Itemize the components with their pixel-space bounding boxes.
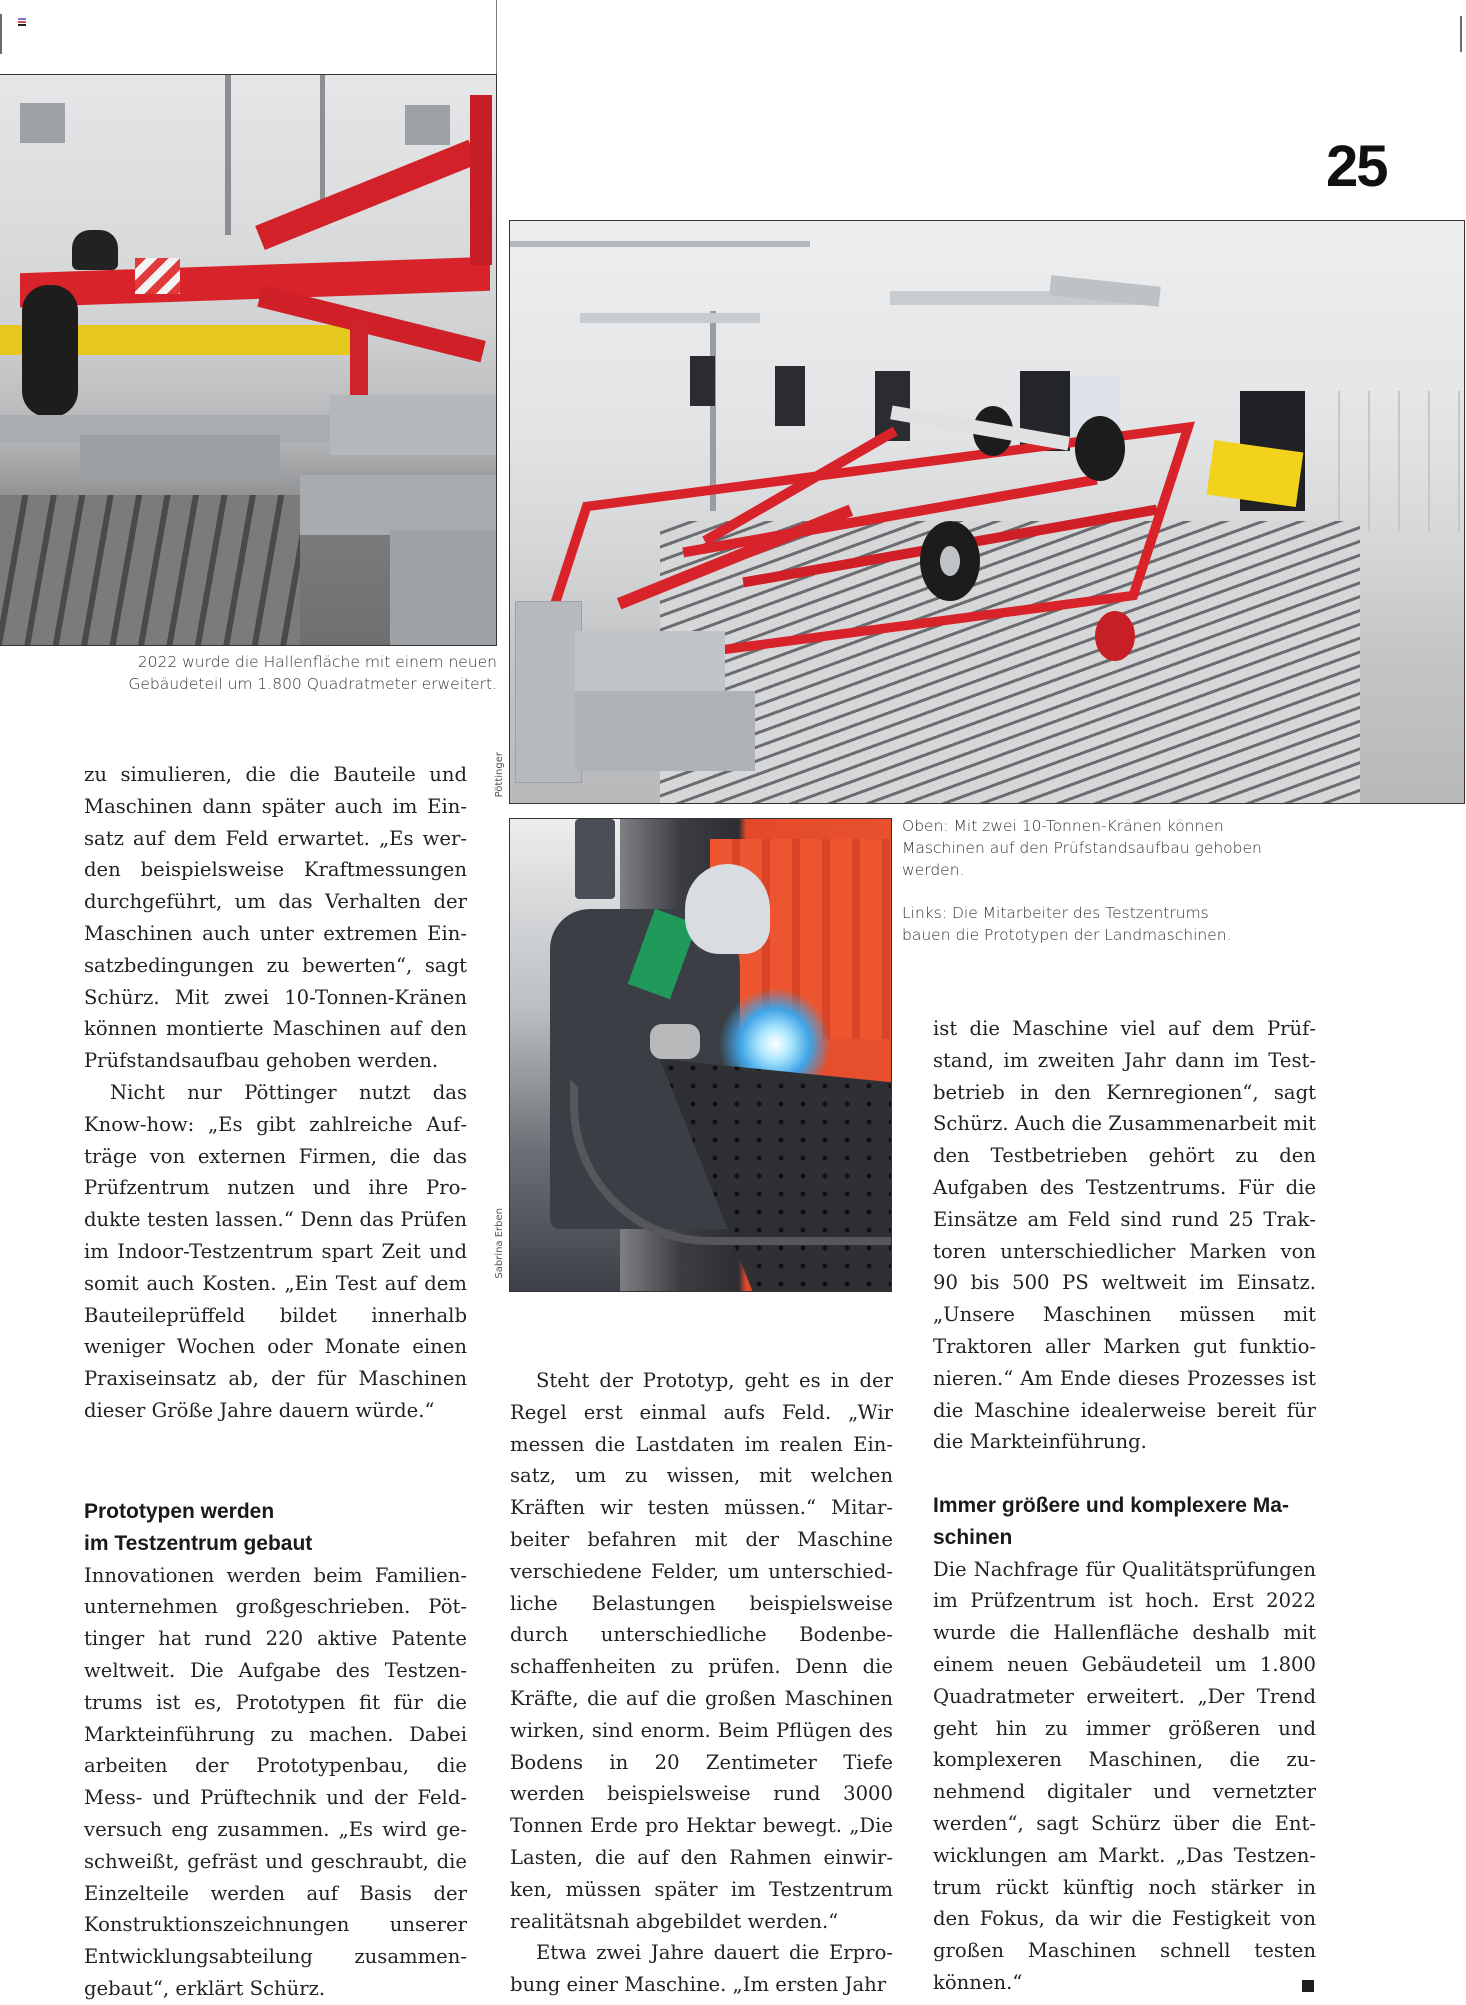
- heading-line: Prototypen werden: [84, 1500, 275, 1523]
- article-column-1-top: [84, 759, 467, 1427]
- article-column-2: [510, 1365, 893, 2001]
- article-paragraph: Etwa zwei Jahre dauert die Erprobung einer Maschine. „Im ersten Jahr: [510, 1941, 893, 1997]
- article-column-1-bottom: [84, 1496, 467, 2005]
- article-paragraph: Die Nachfrage für Qualitätsprüfungen im Prüfzentrum ist hoch. Erst 2022 wurde die Hallenfläche deshalb mit einem neuen Gebäudeteil um 1.800 Quadratmeter erweitert. „Der Trend geht hin zu immer größeren und komplexeren Maschinen, die zunehmend digitaler und vernetzter werden“, sagt Schürz über die Entwicklungen am Markt. „Das Testzentrum rückt künftig noch stärker in den Fokus, da wir die Festigkeit von großen Maschinen schnell testen können.“: [933, 1557, 1316, 1994]
- article-paragraph: ist die Maschine viel auf dem Prüfstand, im zweiten Jahr dann im Testbetrieb in den Kernregionen“, sagt Schürz. Auch die Zusammenarbeit mit den Testbetrieben gehört zu den Aufgaben des Testzentrums. Für die Einsätze am Feld sind rund 25 Traktoren unterschiedlicher Marken von 90 bis 500 PS weltweit im Einsatz. „Unsere Maschinen müssen mit Traktoren aller Marken gut funktionieren.“ Am Ende dieses Prozesses ist die Maschine idealerweise bereit für die Markteinführung.: [933, 1017, 1316, 1454]
- page-edge-rule-right: [1460, 16, 1462, 52]
- section-heading-prototypen: [84, 1496, 467, 1560]
- article-end-square-icon: [1302, 1980, 1314, 1992]
- photo-cultivator-closeup: [0, 74, 497, 646]
- article-paragraph: Innovationen werden beim Familienunternehmen großgeschrieben. Pöttinger hat rund 220 aktive Patente weltweit. Die Aufgabe des Testzentrums ist es, Prototypen fit für die Markteinführung zu machen. Dabei arbeiten der Prototypenbau, die Mess- und Prüftechnik und der Feldversuch eng zusammen. „Es wird geschweißt, gefräst und geschraubt, die Einzelteile werden auf Basis der Konstruktionszeichnungen unserer Entwicklungsabteilung zusammengebaut“, erklärt Schürz.: [84, 1563, 467, 2000]
- photo-caption-right: [902, 815, 1262, 967]
- photo-welder: [509, 818, 892, 1292]
- article-paragraph: zu simulieren, die die Bauteile und Maschinen dann später auch im Einsatz auf dem Feld erwartet. „Es werden beispielsweise Kraftmessungen durchgeführt, um das Verhalten der Maschinen auch unter extremen Einsatzbedingungen zu bewerten“, sagt Schürz. Mit zwei 10-Tonnen-Kränen können montierte Maschinen auf den Prüfstandsaufbau gehoben werden.: [84, 763, 467, 1073]
- photo-caption-top-left: 2022 wurde die Hallenfläche mit einem neuen Gebäudeteil um 1.800 Quadratmeter erweitert.: [128, 653, 497, 693]
- heading-line: im Testzentrum gebaut: [84, 1531, 313, 1555]
- article-column-3-bottom: [933, 1490, 1316, 1999]
- caption-left-photo: Links: Die Mitarbeiter des Testzentrums bauen die Prototypen der Landmaschinen.: [902, 904, 1232, 944]
- photo-credit-welder: Sabrina Erben: [494, 1208, 505, 1279]
- photo-credit-hall: Pöttinger: [494, 752, 505, 798]
- article-paragraph: Steht der Prototyp, geht es in der Regel erst einmal aufs Feld. „Wir messen die Lastdaten im realen Einsatz, um zu wissen, mit welchen Kräften wir testen müssen.“ Mitarbeiter befahren mit der Maschine verschiedene Felder, um unterschiedliche Belastungen beispielsweise durch unterschiedliche Bodenbeschaffenheiten zu prüfen. Denn die Kräfte, die auf die großen Maschinen wirken, sind enorm. Beim Pflügen des Bodens in 20 Zentimeter Tiefe werden beispielsweise rund 3000 Tonnen Erde pro Hektar bewegt. „Die Lasten, die auf den Rahmen einwirken, müssen später im Testzentrum realitätsnah abgebildet werden.“: [510, 1369, 893, 1933]
- article-paragraph: Nicht nur Pöttinger nutzt das Know-how: „Es gibt zahlreiche Aufträge von externen Firmen, die das Prüfzentrum nutzen und ihre Produkte testen lassen.“ Denn das Prüfen im Indoor-Testzentrum spart Zeit und somit auch Kosten. „Ein Test auf dem Bauteileprüffeld bildet innerhalb weniger Wochen oder Monate einen Praxiseinsatz ab, der für Maschinen dieser Größe Jahre dauern würde.“: [84, 1080, 467, 1422]
- article-column-3-top: [933, 1013, 1316, 1458]
- photo-test-hall: [509, 220, 1465, 804]
- page-edge-rule-left: [0, 14, 2, 54]
- caption-top-photo: Oben: Mit zwei 10-Tonnen-Kränen können Maschinen auf den Prüfstandsaufbau gehoben werden.: [902, 817, 1262, 879]
- menu-icon: [18, 18, 26, 25]
- page-number: 25: [1326, 134, 1387, 199]
- column-rule: [496, 0, 497, 74]
- section-heading-groessere-maschinen: Immer größere und komplexere Maschinen: [933, 1494, 1289, 1549]
